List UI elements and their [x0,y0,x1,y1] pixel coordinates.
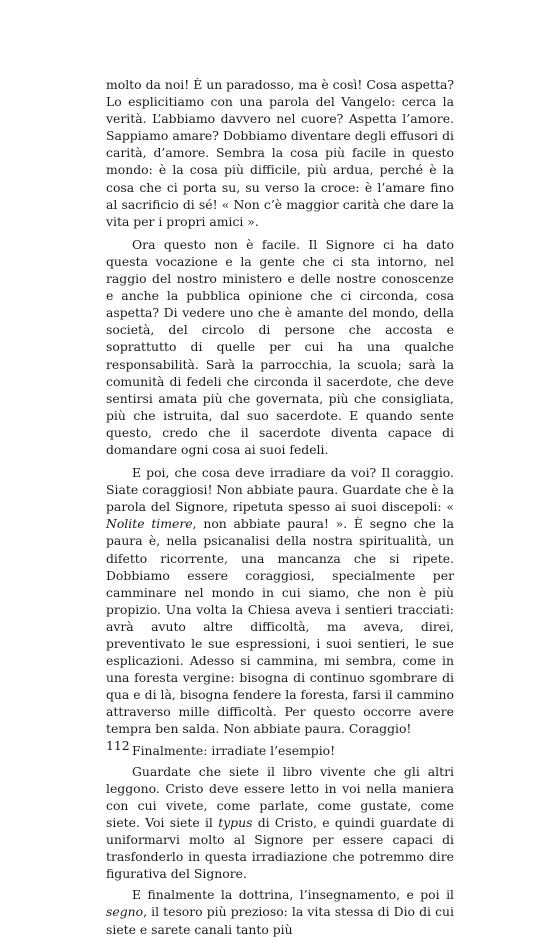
text-run: di Cristo, e quindi guardate di uniformarvi molto al Signore per essere capaci di trasfonderlo in questa irradiazione che potremmo dire figurativa del Signore. [106,814,454,882]
paragraph [106,236,454,458]
italic-text-run: segno [106,904,144,920]
text-run: , il tesoro più prezioso: la vita stessa di Dio di cui siete e sarete canali tanto più [106,904,454,937]
text-run: E finalmente la dottrina, l’insegnamento, e poi il [132,887,454,903]
paragraph [106,763,454,883]
paragraph [106,742,454,759]
italic-text-run: typus [218,814,253,830]
paragraph [106,464,454,738]
text-run: E poi, che cosa deve irradiare da voi? Il coraggio. Siate coraggiosi! Non abbiate paura. Guardate che è la parola del Signore, ripetuta spesso ai suoi discepoli: « [106,465,454,515]
text-run: molto da noi! È un paradosso, ma è così! Cosa aspetta? Lo esplicitiamo con una parola del Vangelo: cerca la verità. L’abbiamo davvero nel cuore? Aspetta l’amore. Sappiamo amare? Dobbiamo diventare degli effusori di carità, d’amore. Sembra la cosa più facile in questo mondo: è la cosa più difficile, più ardua, perché è la cosa che ci porta su, su verso la croce: è l’amare fino al sacrificio di sé! « Non c’è maggior carità che dare la vita per i propri amici ». [106,77,454,229]
text-run: , non abbiate paura! ». È segno che la paura è, nella psicanalisi della nostra spiritualità, un difetto ricorrente, una mancanza che si ripete. Dobbiamo essere coraggiosi, specialmente per camminare nel mondo in cui siamo, che non è più propizio. Una volta la Chiesa aveva i sentieri tracciati: avrà avuto altre difficoltà, ma aveva, direi, preventivato le sue espressioni, i suoi sentieri, le sue esplicazioni. Adesso si cammina, mi sembra, come in una foresta vergine: bisogna di continuo sgombrare di qua e di là, bisogna fendere la foresta, farsi il cammino attraverso mille difficoltà. Per questo occorre avere tempra ben salda. Non abbiate paura. Coraggio! [106,516,454,737]
text-run: Ora questo non è facile. Il Signore ci ha dato questa vocazione e la gente che ci sta intorno, nel raggio del nostro ministero e delle nostre conoscenze e anche la pubblica opinione che ci circonda, cosa aspetta? Di vedere uno che è amante del mondo, della società, del circolo di persone che accosta e soprattutto di quelle per cui ha una qualche responsabilità. Sarà la parrocchia, la scuola; sarà la comunità di fedeli che circonda il sacerdote, che deve sentirsi amata più che governata, più che consigliata, più che istruita, dal suo sacerdote. E quando sente questo, credo che il sacerdote diventa capace di domandare ogni cosa ai suoi fedeli. [106,236,454,457]
paragraph [106,886,454,937]
text-run: Guardate che siete il libro vivente che gli altri leggono. Cristo deve essere letto in voi nella maniera con cui vivete, come parlate, come gustate, come siete. Voi siete il [106,763,454,830]
italic-text-run: Nolite timere [106,516,193,532]
body-text [106,76,454,938]
page-number: 112 [106,738,130,753]
paragraph [106,76,454,230]
text-run: Finalmente: irradiate l’esempio! [132,742,336,758]
